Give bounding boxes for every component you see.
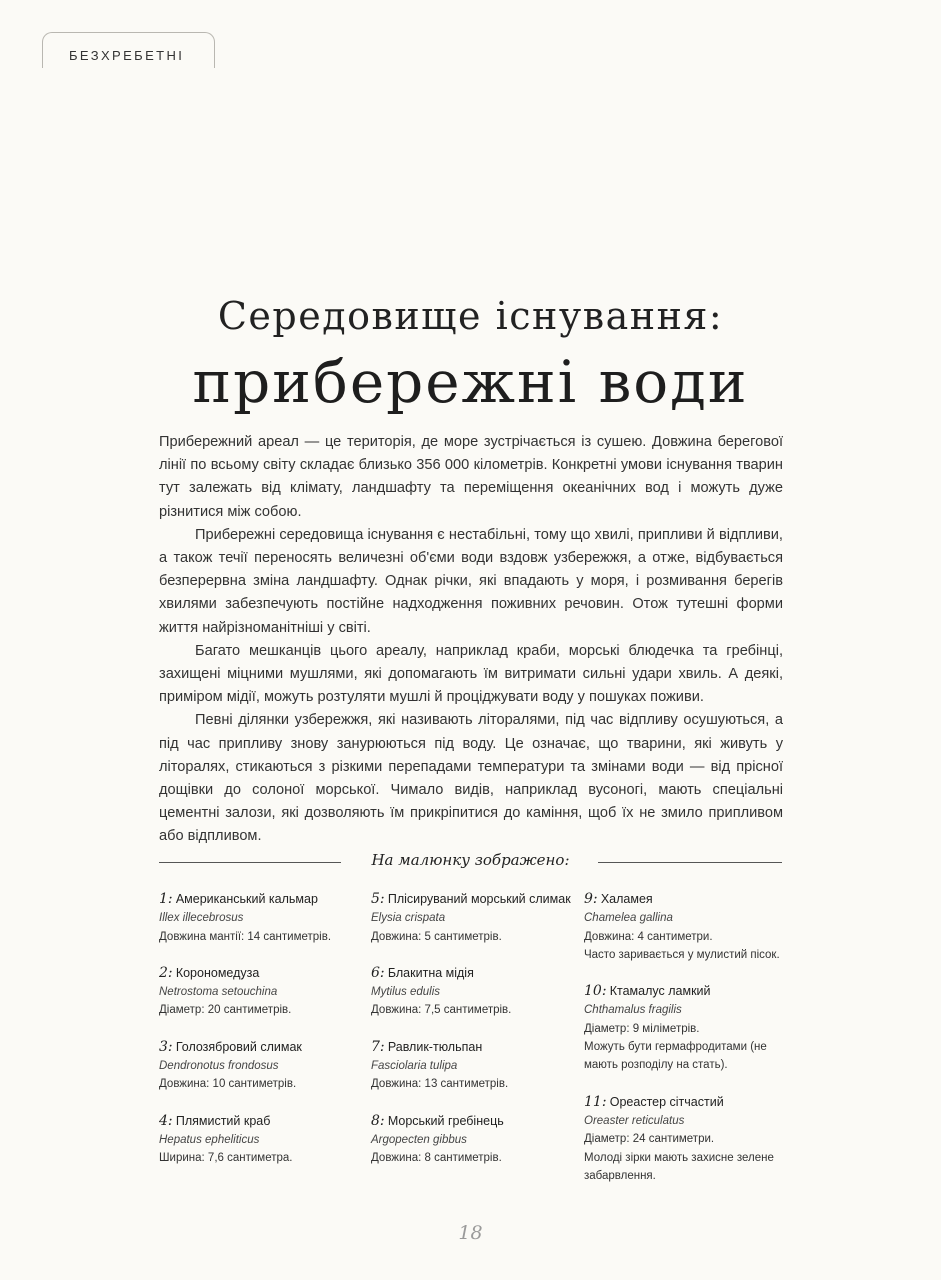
entry-name: Плямистий краб xyxy=(175,1113,271,1128)
entry-detail: Ширина: 7,6 сантиметра. xyxy=(159,1152,293,1165)
entry-number: 1: xyxy=(159,891,173,907)
entry-name: Ктамалус ламкий xyxy=(609,984,711,999)
paragraph: Певні ділянки узбережжя, які називають літоралями, під час відпливу осушуються, а під час припливу знову занурюються під воду. Це означає, що тварини, які живуть у літоралях, стикаються з різкими перепадами температури та змінами води — від прісної дощівки до солоної морської. Чимало видів, наприклад вусоногі, мають спеціальні цементні залози, які дозволяють їм прикріпитися до каміння, щоб їх не змило припливом або відпливом. xyxy=(159,712,783,845)
entry-detail: Діаметр: 9 міліметрів. xyxy=(584,1022,700,1035)
entry-latin: Chamelea gallina xyxy=(584,912,673,925)
legend-entry xyxy=(371,964,576,1020)
paragraph: Прибережні середовища існування є нестабільні, тому що хвилі, припливи й відпливи, а також течії переносять величезні об'єми води вздовж узбережжя, а отже, відбувається безперервна зміна ландшафту. Однак річки, які впадають у моря, і розмивання берегів хвилями забезпечують постійне надходження поживних речовин. Отож тутешні форми життя найрізноманітніші у світі. xyxy=(159,526,783,636)
legend-entry xyxy=(584,890,794,964)
legend-column-1 xyxy=(159,890,364,1186)
entry-name: Халамея xyxy=(600,892,653,906)
legend-entry xyxy=(159,1038,364,1094)
entry-name: Корономедуза xyxy=(175,965,260,980)
entry-detail: Діаметр: 24 сантиметри. xyxy=(584,1133,715,1146)
legend-entry xyxy=(159,1112,364,1168)
legend-entry xyxy=(371,1038,576,1094)
entry-detail: Довжина: 13 сантиметрів. xyxy=(371,1078,509,1091)
entry-latin: Mytilus edulis xyxy=(371,986,441,999)
entry-detail: Довжина: 4 сантиметри. xyxy=(584,930,713,943)
entry-number: 5: xyxy=(371,891,385,907)
entry-latin: Illex illecebrosus xyxy=(159,912,244,925)
section-tab xyxy=(42,32,215,68)
entry-number: 8: xyxy=(371,1112,385,1129)
page-title-line2: прибережні води xyxy=(192,348,749,416)
legend-entry xyxy=(159,964,364,1020)
entry-name: Американський кальмар xyxy=(175,892,318,906)
entry-detail: Діаметр: 20 сантиметрів. xyxy=(159,1004,292,1017)
entry-detail: Довжина мантії: 14 сантиметрів. xyxy=(159,930,332,943)
legend-entry xyxy=(584,982,794,1074)
entry-number: 9: xyxy=(584,891,598,907)
legend-column-3 xyxy=(584,890,794,1203)
legend-entry xyxy=(584,1093,794,1185)
entry-number: 6: xyxy=(371,964,385,981)
entry-latin: Netrostoma setouchina xyxy=(159,986,278,999)
entry-detail: Довжина: 5 сантиметрів. xyxy=(371,930,502,943)
entry-latin: Argopecten gibbus xyxy=(371,1133,467,1146)
entry-number: 3: xyxy=(159,1038,173,1055)
entry-detail: Довжина: 8 сантиметрів. xyxy=(371,1152,502,1165)
entry-number: 2: xyxy=(159,964,173,981)
legend-entry xyxy=(371,1112,576,1168)
entry-detail: Довжина: 10 сантиметрів. xyxy=(159,1078,297,1091)
page-title-line1: Середовище існування: xyxy=(217,294,724,338)
entry-number: 11: xyxy=(584,1093,607,1110)
body-text xyxy=(159,431,783,849)
entry-latin: Oreaster reticulatus xyxy=(584,1114,685,1127)
legend-title: На малюнку зображено: xyxy=(371,851,570,869)
entry-latin: Chthamalus fragilis xyxy=(584,1004,682,1017)
entry-name: Ореастер сітчастий xyxy=(609,1094,724,1109)
entry-latin: Fasciolaria tulipa xyxy=(371,1060,458,1073)
paragraph: Багато мешканців цього ареалу, наприклад краби, морські блюдечка та гребінці, захищені міцними мушлями, які допомагають їм витримати сильні удари хвиль. А деякі, приміром мідії, можуть розтуляти мушлі й проціджувати воду у пошуках поживи. xyxy=(159,642,783,706)
entry-detail: Довжина: 7,5 сантиметрів. xyxy=(371,1004,512,1017)
legend-divider-right xyxy=(598,862,782,863)
entry-number: 10: xyxy=(584,983,607,1000)
legend-column-2 xyxy=(371,890,576,1186)
section-tab-label: БЕЗХРЕБЕТНІ xyxy=(69,48,185,63)
entry-name: Плісируваний морський слимак xyxy=(387,892,571,906)
entry-name: Голозябровий слимак xyxy=(175,1039,302,1054)
entry-latin: Hepatus epheliticus xyxy=(159,1133,260,1146)
entry-name: Морський гребінець xyxy=(387,1113,504,1128)
entry-name: Блакитна мідія xyxy=(387,965,474,980)
entry-number: 7: xyxy=(371,1038,385,1055)
entry-latin: Dendronotus frondosus xyxy=(159,1060,279,1073)
legend-entry xyxy=(159,890,364,946)
entry-number: 4: xyxy=(159,1112,173,1129)
entry-detail: Можуть бути гермафродитами (не мають розподілу на стать). xyxy=(584,1041,767,1072)
entry-detail: Часто заривається у мулистий пісок. xyxy=(584,948,780,961)
entry-latin: Elysia crispata xyxy=(371,912,446,925)
paragraph: Прибережний ареал — це територія, де море зустрічається із сушею. Довжина берегової лінії по всьому світу складає близько 356 000 кілометрів. Конкретні умови існування тварин тут залежать від клімату, ландшафту та переміщення океанічних вод і можуть дуже різнитися між собою. xyxy=(159,434,783,520)
entry-name: Равлик-тюльпан xyxy=(387,1039,483,1054)
legend-entry xyxy=(371,890,576,946)
entry-detail: Молоді зірки мають захисне зелене забарвлення. xyxy=(584,1151,774,1182)
page-number: 18 xyxy=(458,1222,483,1244)
